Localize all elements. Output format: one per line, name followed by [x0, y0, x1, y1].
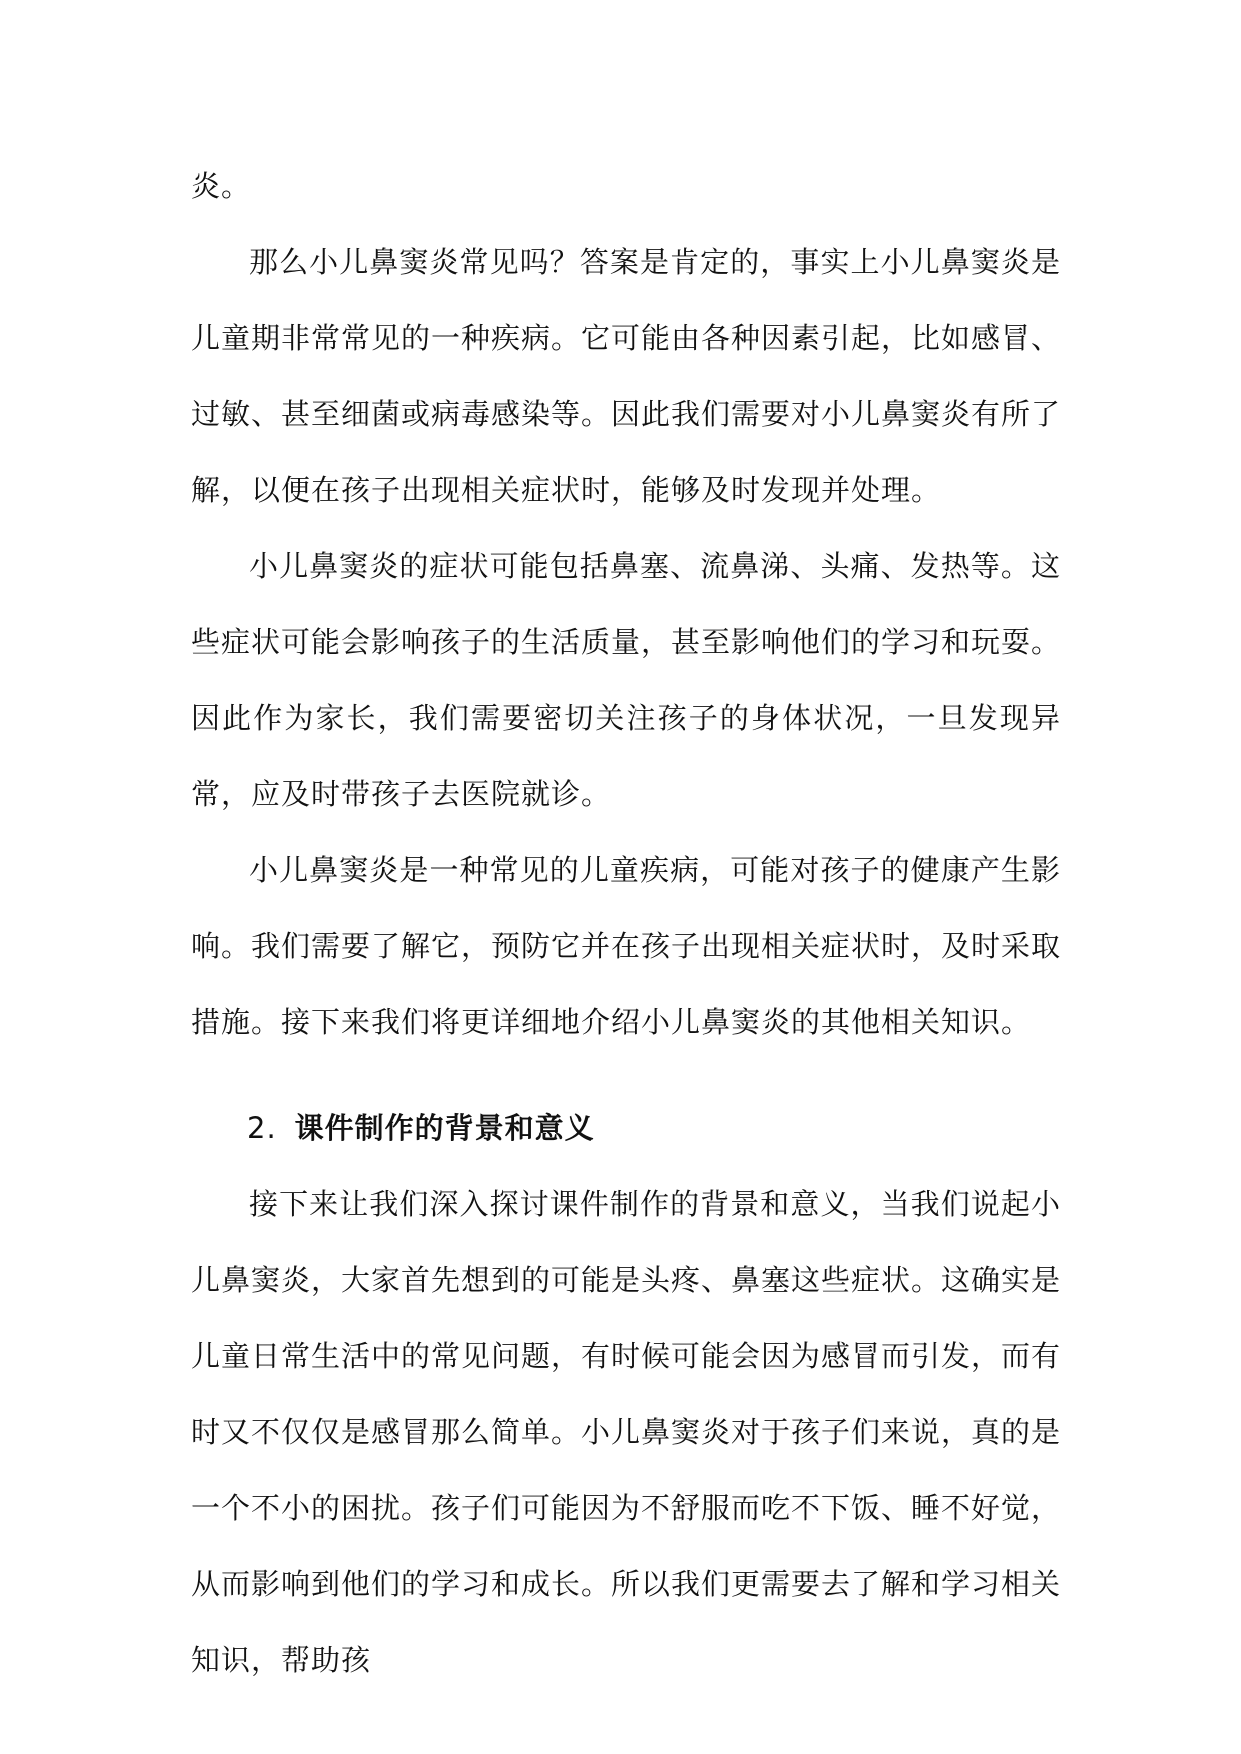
- paragraph: 小儿鼻窦炎是一种常见的儿童疾病，可能对孩子的健康产生影响。我们需要了解它，预防它并在孩子出现相关症状时，及时采取措施。接下来我们将更详细地介绍小儿鼻窦炎的其他相关知识。: [191, 853, 1062, 1039]
- section-heading: [247, 1090, 1061, 1166]
- paragraph: 小儿鼻窦炎的症状可能包括鼻塞、流鼻涕、头痛、发热等。这些症状可能会影响孩子的生活质量，甚至影响他们的学习和玩耍。因此作为家长，我们需要密切关注孩子的身体状况，一旦发现异常，应及时带孩子去医院就诊。: [191, 549, 1062, 811]
- document-body: [191, 148, 1061, 1698]
- paragraph: 那么小儿鼻窦炎常见吗？答案是肯定的，事实上小儿鼻窦炎是儿童期非常常见的一种疾病。它可能由各种因素引起，比如感冒、过敏、甚至细菌或病毒感染等。因此我们需要对小儿鼻窦炎有所了解，以便在孩子出现相关症状时，能够及时发现并处理。: [191, 245, 1062, 507]
- section-number: 2.: [247, 1111, 277, 1145]
- section-title: 课件制作的背景和意义: [294, 1111, 595, 1145]
- paragraph: 接下来让我们深入探讨课件制作的背景和意义，当我们说起小儿鼻窦炎，大家首先想到的可能是头疼、鼻塞这些症状。这确实是儿童日常生活中的常见问题，有时候可能会因为感冒而引发，而有时又不仅仅是感冒那么简单。小儿鼻窦炎对于孩子们来说，真的是一个不小的困扰。孩子们可能因为不舒服而吃不下饭、睡不好觉，从而影响到他们的学习和成长。所以我们更需要去了解和学习相关知识，帮助孩: [191, 1187, 1062, 1677]
- paragraph-fragment: 炎。: [191, 169, 252, 203]
